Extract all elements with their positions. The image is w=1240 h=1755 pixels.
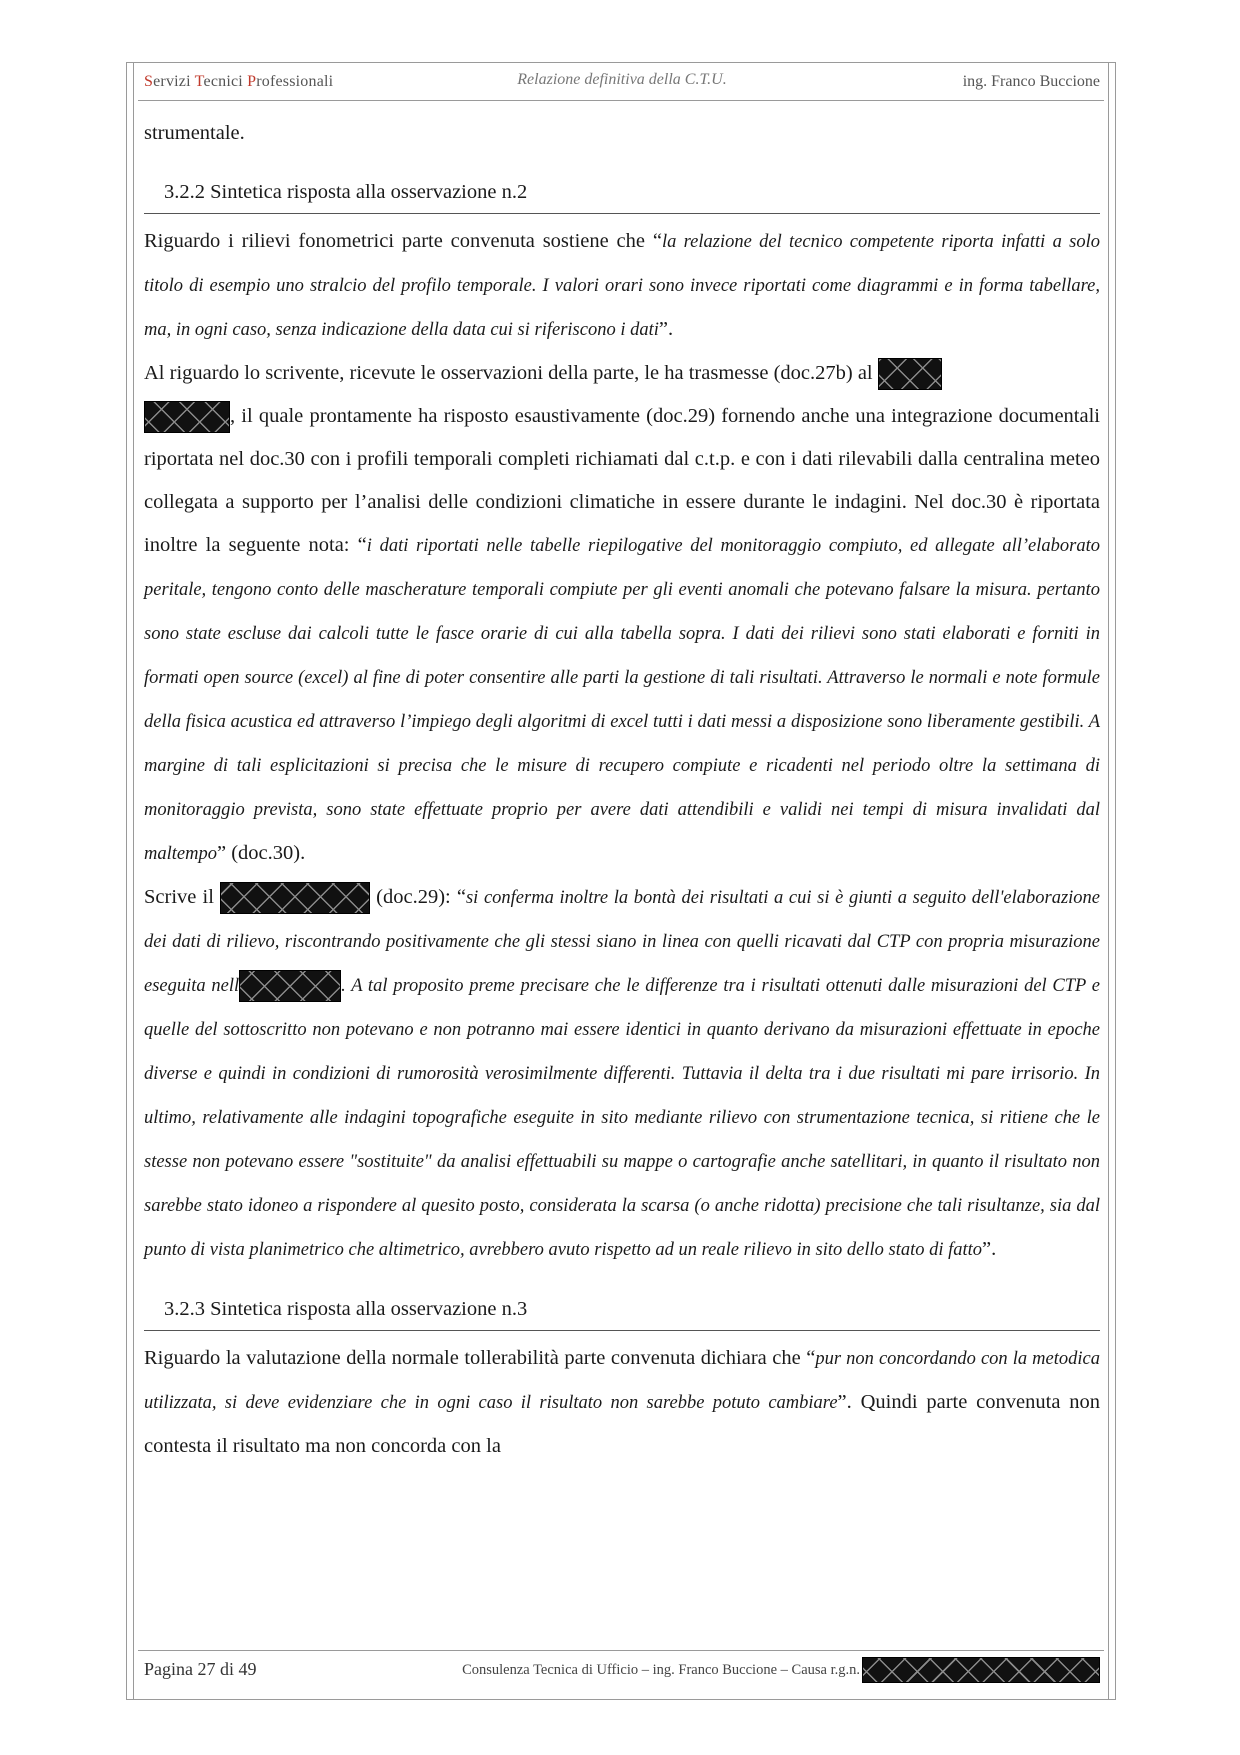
header-word-2: ecnici [203,73,248,90]
footer-right [462,1657,1100,1683]
header-cap-s: S [144,73,154,90]
paragraph-scrive [144,876,1100,1272]
header-word-3: rofessionali [256,73,334,90]
text-run: ”. Quindi parte convenuta non contesta il risultato ma non concorda con la [144,1391,1101,1457]
text-run: , il quale prontamente ha risposto esaustivamente (doc.29) fornendo anche una integrazione documentali riportata nel doc.30 con i profili temporali completi richiamati dal c.t.p. e con i dati rilevabili dalla centralina meteo collegata a supporto per l’analisi delle condizioni climatiche in essere durante le indagini. Nel doc.30 è riportata inoltre la seguente nota: “ [144,405,1100,556]
paragraph-tollerabilita [144,1337,1100,1468]
footer-right-text: Consulenza Tecnica di Ufficio – ing. Franco Buccione – Causa r.g.n. [462,1661,860,1678]
quote-run: pur non concordando con la metodica utilizzata, si deve evidenziare che in ogni caso il risultato non sarebbe potuto cambiare [144,1349,1100,1413]
paragraph-riguardo [144,352,1100,876]
text-run: Riguardo la valutazione della normale tollerabilità parte convenuta dichiara che “ [144,1347,816,1369]
header-divider [138,100,1104,101]
page-number: Pagina 27 di 49 [144,1659,257,1679]
text-run: Scrive il [144,886,221,908]
footer-divider [138,1650,1104,1651]
quote-run: i dati riportati nelle tabelle riepilogative del monitoraggio compiuto, ed allegate all’elaborato peritale, tengono conto delle mascherature temporali compiute per gli eventi anomali che potevano falsare la misura. pertanto sono state escluse dai calcoli tutte le fasce orarie di cui alla tabella sopra. I dati dei rilievi sono stati elaborati e forniti in formati open source (excel) al fine di poter consentire alle parti la gestione di tali risultati. Attraverso le normali e note formule della fisica acustica ed attraverso l’impiego degli algoritmi di excel tutti i dati messi a disposizione sono liberamente gestibili. A margine di tali esplicitazioni si precisa che le misure di recupero compiute e ricadenti nel periodo oltre la settimana di monitoraggio prevista, sono state effettuate proprio per avere dati attendibili e validi nei tempi di misura invalidati dal maltempo [144,536,1100,864]
text-run: Al riguardo lo scrivente, ricevute le osservazioni della parte, le ha trasmesse (doc.27b) al [144,362,878,384]
text-run: Riguardo i rilievi fonometrici parte convenuta sostiene che “ [144,230,662,252]
header-word-1: ervizi [153,73,195,90]
redaction-block-2 [144,401,230,433]
paragraph-continuation: strumentale. [144,122,245,144]
section-heading-3-2-2: 3.2.2 Sintetica risposta alla osservazione n.2 [144,177,1100,214]
redaction-block-3 [220,882,370,914]
redaction-block-4 [239,970,341,1002]
header-right: ing. Franco Buccione [962,73,1100,90]
page-header [144,69,1100,97]
header-cap-p: P [247,73,257,90]
quote-run: si conferma inoltre la bontà dei risultati a cui si è giunti a seguito dell'elaborazione dei dati di rilievo, riscontrando positivamente che gli stessi siano in linea con quelli ricavati dal CTP con propria misurazione eseguita nell [144,888,1101,996]
text-run: ” (doc.30). [216,842,306,864]
text-run: ”. [658,318,674,340]
redaction-block-footer [862,1657,1100,1683]
text-run: ”. [982,1238,997,1260]
header-center: Relazione definitiva della C.T.U. [517,71,727,88]
header-cap-t: T [194,73,204,90]
section-heading-3-2-3: 3.2.3 Sintetica risposta alla osservazione n.3 [144,1294,1100,1331]
redaction-block-1 [878,358,942,390]
page-footer [144,1655,1100,1685]
paragraph-rilievi [144,220,1100,352]
document-body [144,112,1100,1468]
text-run: (doc.29): “ [370,886,466,908]
quote-run: la relazione del tecnico competente riporta infatti a solo titolo di esempio uno stralcio del profilo temporale. I valori orari sono invece riportati come diagrammi e in forma tabellare, ma, in ogni caso, senza indicazione della data cui si riferiscono i dati [144,232,1100,340]
quote-run: . A tal proposito preme precisare che le differenze tra i risultati ottenuti dalle misurazioni del CTP e quelle del sottoscritto non potevano e non potranno mai essere identici in quanto derivano da misurazioni effettuate in epoche diverse e quindi in condizioni di rumorosità verosimilmente differenti. Tuttavia il delta tra i due risultati mi pare irrisorio. In ultimo, relativamente alle indagini topografiche eseguite in sito mediante rilievo con strumentazione tecnica, si ritiene che le stesse non potevano essere "sostituite" da analisi effettuabili su mappe o cartografie anche satellitari, in quanto il risultato non sarebbe stato idoneo a rispondere al quesito posto, considerata la scarsa (o anche ridotta) precisione che tali risultanze, sia dal punto di vista planimetrico che altimetrico, avrebbero avuto rispetto ad un reale rilievo in sito dello stato di fatto [144,976,1100,1260]
